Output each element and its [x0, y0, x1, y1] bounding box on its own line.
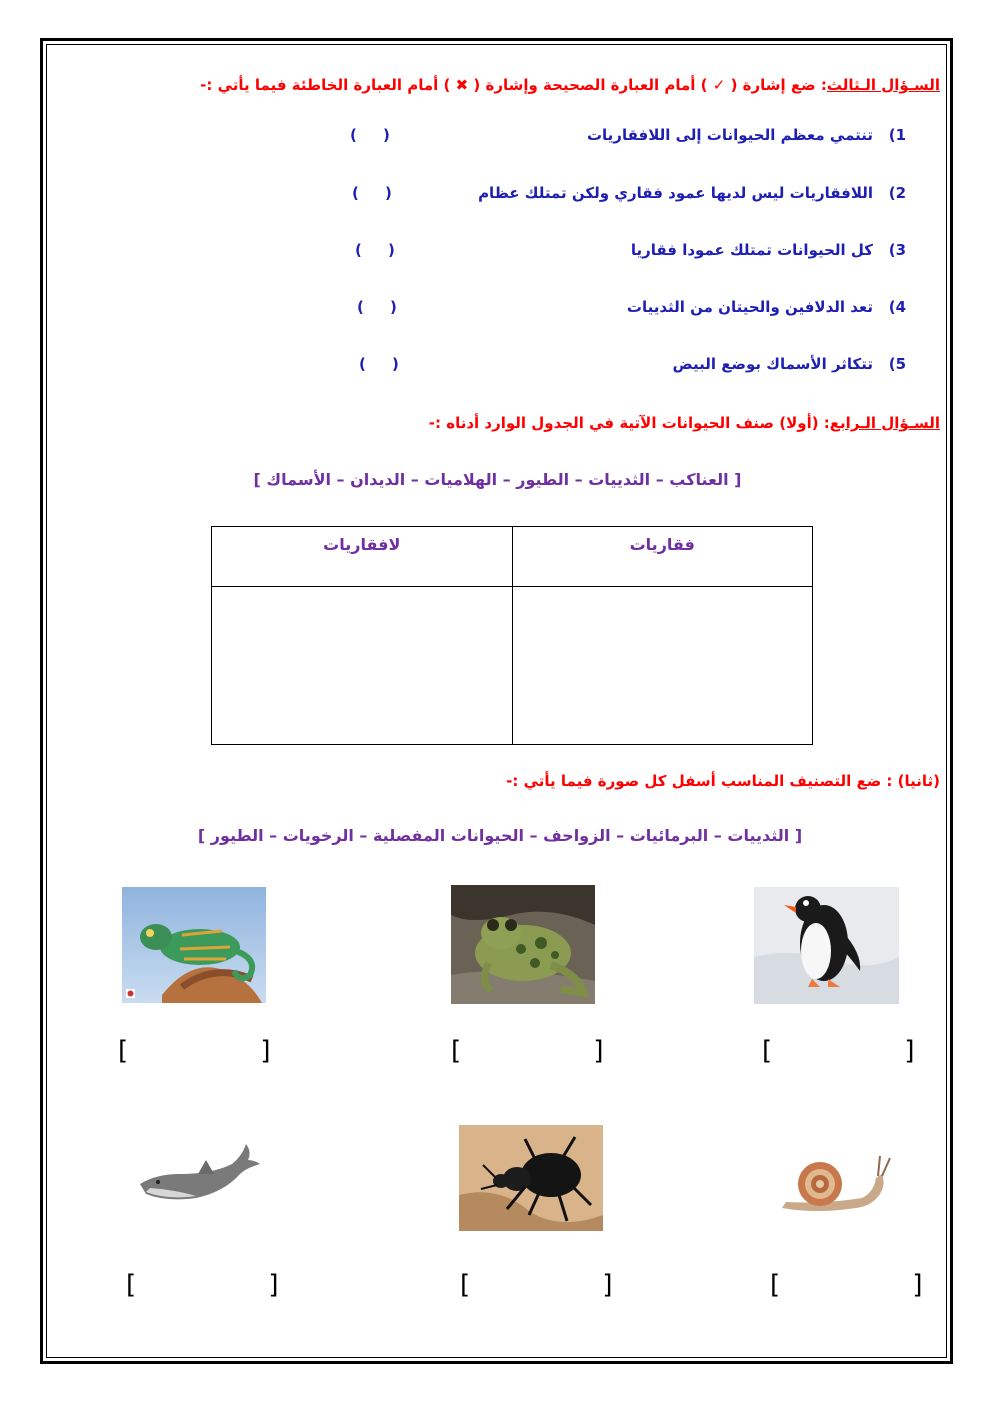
q3-answer-2[interactable]: ( ) — [352, 184, 392, 202]
q3-answer-1[interactable]: ( ) — [350, 126, 390, 144]
q4-part1-list: [ العناكب – الثدييات – الطيور – الهلاميات – الديدان – الأسماك ] — [253, 470, 742, 489]
q3-answer-4[interactable]: ( ) — [357, 298, 397, 316]
check-mark-icon: ✓ — [712, 76, 726, 94]
frog-image — [451, 885, 595, 1004]
table-cell-invertebrates[interactable] — [212, 587, 513, 745]
table-header-vertebrates: فقاريات — [512, 527, 813, 587]
chameleon-answer-bracket[interactable]: [ ] — [118, 1036, 271, 1066]
q3-label: السـؤال الـثالث — [826, 76, 940, 94]
penguin-image — [754, 887, 899, 1004]
q3-item-3: 3) كل الحيوانات تمتلك عمودا فقاريا — [630, 241, 906, 259]
table-cell-vertebrates[interactable] — [512, 587, 813, 745]
snail-image — [776, 1148, 892, 1224]
cross-mark-icon: ✖ — [455, 76, 469, 94]
penguin-answer-bracket[interactable]: [ ] — [762, 1036, 915, 1066]
q3-answer-3[interactable]: ( ) — [355, 241, 395, 259]
q4-part2-list: [ الثدييات – البرمائيات – الزواحف – الحيوانات المفصلية – الرخويات – الطيور ] — [197, 826, 803, 845]
q3-item-2: 2) اللافقاريات ليس لديها عمود فقاري ولكن تمتلك عظام — [478, 184, 906, 202]
q3-item-1: 1) تنتمي معظم الحيوانات إلى اللافقاريات — [586, 126, 906, 144]
q3-item-5: 5) تتكاثر الأسماك بوضع البيض — [672, 355, 906, 373]
snail-answer-bracket[interactable]: [ ] — [770, 1270, 923, 1300]
q3-title: السـؤال الـثالث: ضع إشارة ( ✓ ) أمام العبارة الصحيحة وإشارة ( ✖ ) أمام العبارة الخاطئة فيما يأتي :- — [200, 76, 940, 94]
q3-answer-5[interactable]: ( ) — [359, 355, 399, 373]
classification-table — [211, 526, 813, 745]
chameleon-image — [122, 887, 266, 1003]
dolphin-image — [136, 1138, 260, 1214]
table-header-invertebrates: لافقاريات — [212, 527, 513, 587]
frog-answer-bracket[interactable]: [ ] — [451, 1036, 604, 1066]
beetle-image — [459, 1125, 603, 1231]
q4-part2-instruction: (ثانيا) : ضع التصنيف المناسب أسفل كل صورة فيما يأتي :- — [506, 772, 940, 790]
q4-part1-instruction: (أولا) صنف الحيوانات الآتية في الجدول الوارد أدناه :- — [428, 414, 819, 432]
q4-title: السـؤال الـرابع: (أولا) صنف الحيوانات الآتية في الجدول الوارد أدناه :- — [428, 414, 940, 432]
dolphin-answer-bracket[interactable]: [ ] — [126, 1270, 279, 1300]
beetle-answer-bracket[interactable]: [ ] — [460, 1270, 613, 1300]
q4-label: السـؤال الـرابع — [829, 414, 940, 432]
q3-item-4: 4) تعد الدلافين والحيتان من الثدييات — [626, 298, 906, 316]
